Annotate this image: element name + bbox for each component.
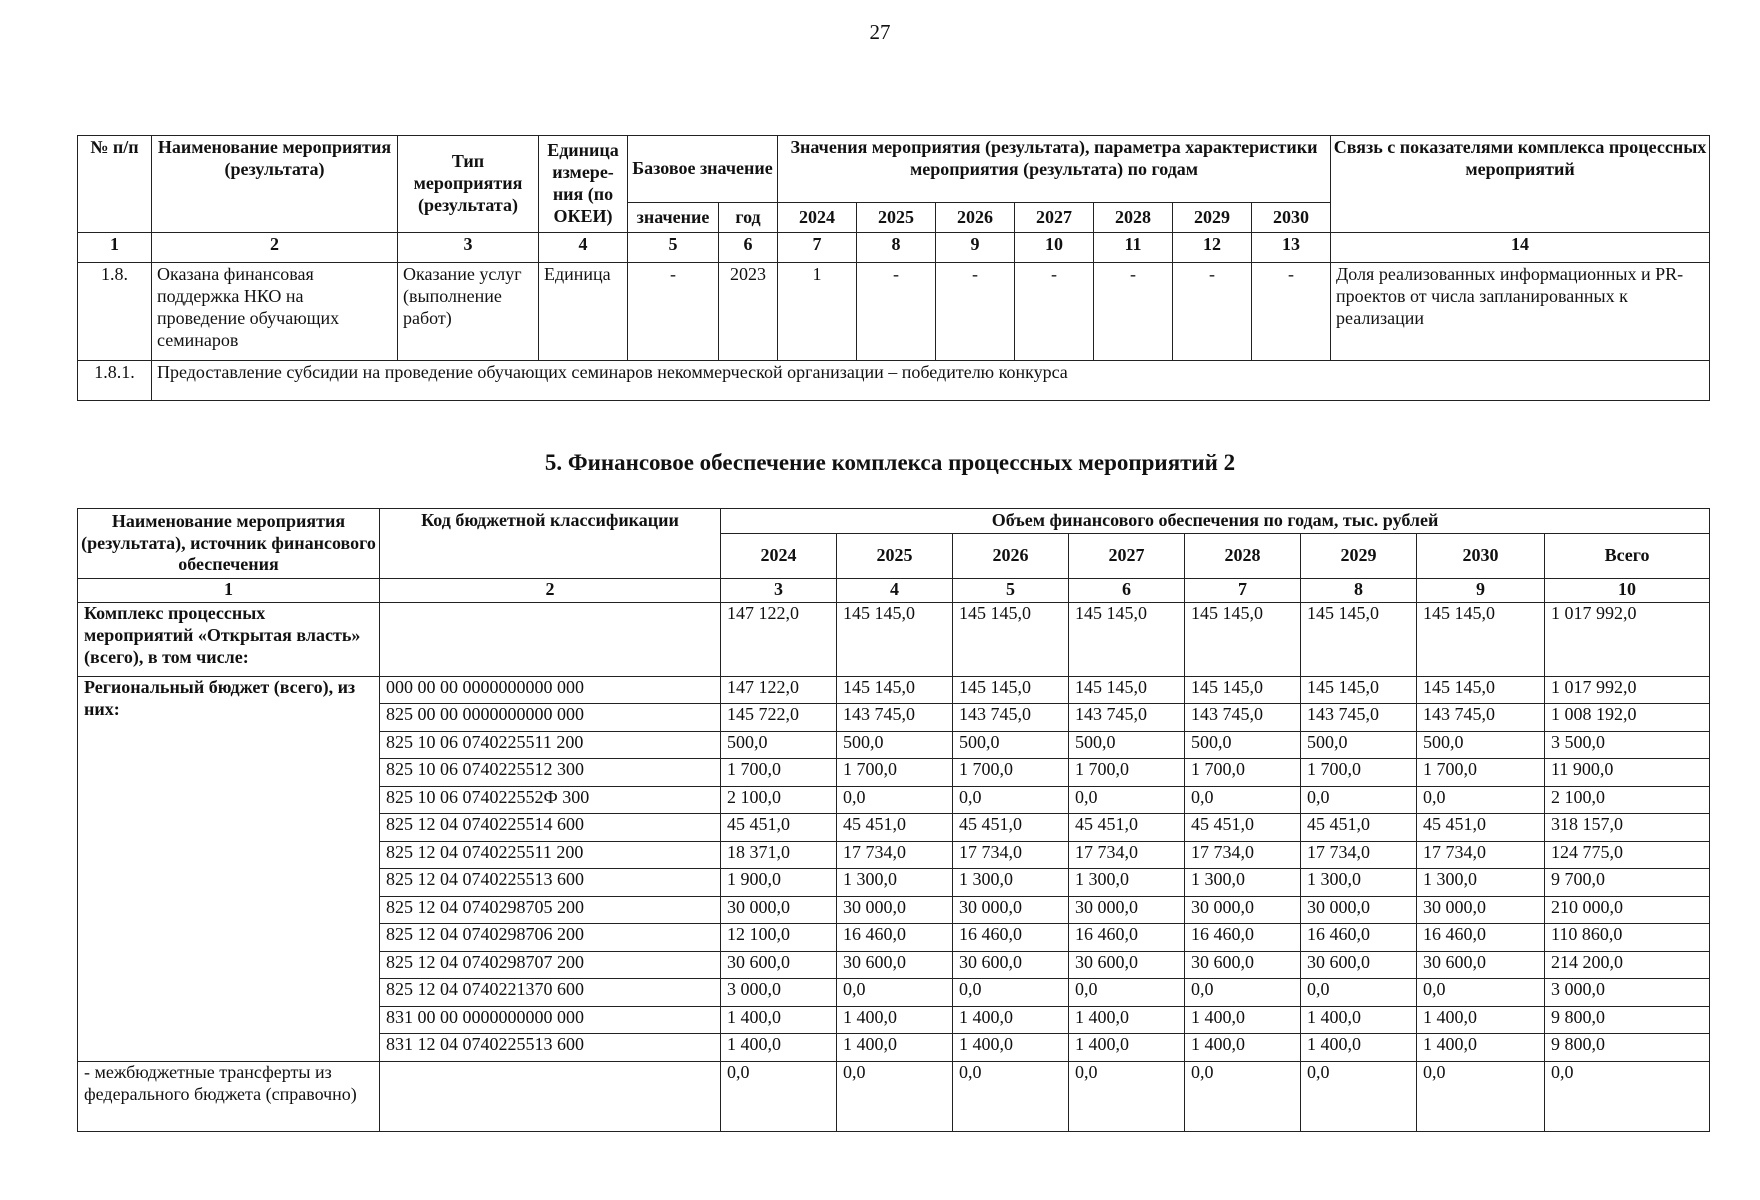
- t1-header-year-2025: 2025: [857, 203, 936, 233]
- t2-value-cell: 16 460,0: [837, 924, 953, 952]
- t2-value-cell: 1 300,0: [953, 869, 1069, 897]
- t2-code-cell: 825 00 00 0000000000 000: [380, 704, 721, 732]
- t2-col-number: 10: [1545, 578, 1710, 602]
- t1-header-name: Наименование мероприятия (результата): [152, 136, 398, 233]
- t1-header-base: Базовое значение: [628, 136, 778, 203]
- t1-row-base-year: 2023: [719, 263, 778, 361]
- t1-header-year-2030: 2030: [1252, 203, 1331, 233]
- t1-col-number: 13: [1252, 233, 1331, 263]
- t2-value-cell: 1 400,0: [1185, 1006, 1301, 1034]
- t1-col-number: 6: [719, 233, 778, 263]
- t2-value-cell: 30 600,0: [1301, 951, 1417, 979]
- t2-header-year-2030: 2030: [1417, 533, 1545, 578]
- t2-federal-value: 0,0: [721, 1061, 837, 1131]
- t2-value-cell: 45 451,0: [837, 814, 953, 842]
- t2-value-cell: 500,0: [1185, 731, 1301, 759]
- t2-header-row-1: [78, 509, 1710, 534]
- t2-value-cell: 17 734,0: [953, 841, 1069, 869]
- t2-value-cell: 1 008 192,0: [1545, 704, 1710, 732]
- t2-value-cell: 145 145,0: [1185, 676, 1301, 704]
- t1-subrow-1-8-1: [78, 361, 1710, 401]
- t2-federal-value: 0,0: [1185, 1061, 1301, 1131]
- t2-col-number: 1: [78, 578, 380, 602]
- t2-value-cell: 1 900,0: [721, 869, 837, 897]
- t2-value-cell: 9 700,0: [1545, 869, 1710, 897]
- t1-header-year-2029: 2029: [1173, 203, 1252, 233]
- t2-value-cell: 0,0: [1185, 786, 1301, 814]
- t2-federal-value: 0,0: [1545, 1061, 1710, 1131]
- t2-value-cell: 45 451,0: [953, 814, 1069, 842]
- t1-col-number: 1: [78, 233, 152, 263]
- t2-col-number: 4: [837, 578, 953, 602]
- t1-row-type: Оказание услуг (выполнение работ): [398, 263, 539, 361]
- t2-complex-value: 145 145,0: [1417, 602, 1545, 676]
- t2-complex-value: 145 145,0: [1301, 602, 1417, 676]
- t2-complex-value: 145 145,0: [953, 602, 1069, 676]
- t2-value-cell: 9 800,0: [1545, 1034, 1710, 1062]
- t2-col-number-row: [78, 578, 1710, 602]
- t1-col-number: 7: [778, 233, 857, 263]
- t2-value-cell: 0,0: [1185, 979, 1301, 1007]
- t2-value-cell: 3 500,0: [1545, 731, 1710, 759]
- t2-value-cell: 145 145,0: [837, 676, 953, 704]
- t1-col-number: 10: [1015, 233, 1094, 263]
- t2-value-cell: 145 145,0: [1417, 676, 1545, 704]
- t1-row-value: -: [936, 263, 1015, 361]
- t1-row-value: -: [1094, 263, 1173, 361]
- t2-federal-value: 0,0: [953, 1061, 1069, 1131]
- t2-value-cell: 1 700,0: [721, 759, 837, 787]
- t2-value-cell: 145 145,0: [953, 676, 1069, 704]
- t2-code-cell: 825 12 04 0740298705 200: [380, 896, 721, 924]
- t1-col-number: 9: [936, 233, 1015, 263]
- t2-complex-value: 1 017 992,0: [1545, 602, 1710, 676]
- t2-federal-value: 0,0: [1417, 1061, 1545, 1131]
- t2-complex-value: 145 145,0: [1185, 602, 1301, 676]
- t2-value-cell: 318 157,0: [1545, 814, 1710, 842]
- t2-value-cell: 147 122,0: [721, 676, 837, 704]
- t2-value-cell: 500,0: [1069, 731, 1185, 759]
- t2-col-number: 8: [1301, 578, 1417, 602]
- t2-federal-row: [78, 1061, 1710, 1131]
- t2-value-cell: 30 600,0: [1185, 951, 1301, 979]
- t1-subrow-num: 1.8.1.: [78, 361, 152, 401]
- t2-col-number: 5: [953, 578, 1069, 602]
- t2-value-cell: 30 000,0: [837, 896, 953, 924]
- t2-value-cell: 1 700,0: [1185, 759, 1301, 787]
- t1-col-number: 12: [1173, 233, 1252, 263]
- t1-col-number: 11: [1094, 233, 1173, 263]
- t1-col-number: 4: [539, 233, 628, 263]
- t2-federal-value: 0,0: [837, 1061, 953, 1131]
- t2-value-cell: 1 400,0: [721, 1034, 837, 1062]
- t2-value-cell: 30 600,0: [953, 951, 1069, 979]
- t2-code-cell: 825 10 06 0740225511 200: [380, 731, 721, 759]
- t2-header-year-2027: 2027: [1069, 533, 1185, 578]
- t2-value-cell: 145 722,0: [721, 704, 837, 732]
- t1-row-name: Оказана финансовая поддержка НКО на проведение обучающих семинаров: [152, 263, 398, 361]
- t1-header-row-1: [78, 136, 1710, 203]
- t2-value-cell: 1 700,0: [953, 759, 1069, 787]
- t2-federal-name: - межбюджетные трансферты из федерального бюджета (справочно): [78, 1061, 380, 1131]
- t2-value-cell: 1 300,0: [837, 869, 953, 897]
- t1-subrow-text: Предоставление субсидии на проведение обучающих семинаров некоммерческой организации – победителю конкурса: [152, 361, 1710, 401]
- section-title: 5. Финансовое обеспечение комплекса процессных мероприятий 2: [544, 450, 1236, 475]
- t2-value-cell: 1 400,0: [837, 1006, 953, 1034]
- t2-value-cell: 145 145,0: [1301, 676, 1417, 704]
- t2-value-cell: 0,0: [1301, 786, 1417, 814]
- t2-value-cell: 16 460,0: [953, 924, 1069, 952]
- t2-value-cell: 30 000,0: [1069, 896, 1185, 924]
- t2-value-cell: 500,0: [721, 731, 837, 759]
- t2-value-cell: 1 700,0: [1417, 759, 1545, 787]
- t2-code-cell: 825 12 04 0740221370 600: [380, 979, 721, 1007]
- t2-value-cell: 0,0: [837, 786, 953, 814]
- t2-complex-value: 145 145,0: [837, 602, 953, 676]
- t2-value-cell: 17 734,0: [1417, 841, 1545, 869]
- t2-value-cell: 214 200,0: [1545, 951, 1710, 979]
- t2-value-cell: 16 460,0: [1069, 924, 1185, 952]
- t2-value-cell: 0,0: [837, 979, 953, 1007]
- t2-value-cell: 1 300,0: [1417, 869, 1545, 897]
- t2-value-cell: 124 775,0: [1545, 841, 1710, 869]
- t2-value-cell: 1 400,0: [837, 1034, 953, 1062]
- t1-header-values: Значения мероприятия (результата), параметра характеристики мероприятия (результата) по годам: [778, 136, 1331, 203]
- t2-federal-value: 0,0: [1301, 1061, 1417, 1131]
- t2-value-cell: 143 745,0: [1185, 704, 1301, 732]
- t2-value-cell: 3 000,0: [721, 979, 837, 1007]
- activity-table: [77, 135, 1710, 401]
- t2-value-cell: 12 100,0: [721, 924, 837, 952]
- t2-header-total: Всего: [1545, 533, 1710, 578]
- t2-federal-code: [380, 1061, 721, 1131]
- t2-value-cell: 45 451,0: [1069, 814, 1185, 842]
- t2-header-year-2028: 2028: [1185, 533, 1301, 578]
- t1-row-value: -: [1252, 263, 1331, 361]
- t1-row-unit: Единица: [539, 263, 628, 361]
- t2-value-cell: 500,0: [837, 731, 953, 759]
- t2-col-number: 2: [380, 578, 721, 602]
- t2-value-cell: 1 400,0: [1069, 1034, 1185, 1062]
- t2-value-cell: 0,0: [1417, 979, 1545, 1007]
- t2-value-cell: 16 460,0: [1185, 924, 1301, 952]
- t2-value-cell: 1 700,0: [1069, 759, 1185, 787]
- t2-header-year-2026: 2026: [953, 533, 1069, 578]
- t1-col-number: 14: [1331, 233, 1710, 263]
- t2-complex-code: [380, 602, 721, 676]
- t2-value-cell: 143 745,0: [953, 704, 1069, 732]
- t2-code-cell: 831 12 04 0740225513 600: [380, 1034, 721, 1062]
- t2-col-number: 3: [721, 578, 837, 602]
- t2-value-cell: 9 800,0: [1545, 1006, 1710, 1034]
- t2-value-cell: 0,0: [1417, 786, 1545, 814]
- t2-value-cell: 1 017 992,0: [1545, 676, 1710, 704]
- t1-row-base-value: -: [628, 263, 719, 361]
- t2-header-volume: Объем финансового обеспечения по годам, тыс. рублей: [721, 509, 1710, 534]
- t2-value-cell: 1 400,0: [953, 1006, 1069, 1034]
- t2-col-number: 7: [1185, 578, 1301, 602]
- t2-code-cell: 831 00 00 0000000000 000: [380, 1006, 721, 1034]
- t2-complex-value: 147 122,0: [721, 602, 837, 676]
- t2-value-cell: 11 900,0: [1545, 759, 1710, 787]
- t2-value-cell: 1 400,0: [721, 1006, 837, 1034]
- t2-value-cell: 17 734,0: [1185, 841, 1301, 869]
- t2-code-cell: 825 12 04 0740298706 200: [380, 924, 721, 952]
- t2-value-cell: 1 400,0: [1417, 1034, 1545, 1062]
- t2-header-year-2029: 2029: [1301, 533, 1417, 578]
- t1-col-number-row: [78, 233, 1710, 263]
- t2-value-cell: 1 400,0: [1069, 1006, 1185, 1034]
- t2-value-cell: 16 460,0: [1417, 924, 1545, 952]
- t1-row-value: -: [1015, 263, 1094, 361]
- t2-value-cell: 30 000,0: [1185, 896, 1301, 924]
- t2-regional-name: Региональный бюджет (всего), из них:: [78, 676, 380, 1061]
- t2-value-cell: 1 400,0: [953, 1034, 1069, 1062]
- t1-header-base-value: значение: [628, 203, 719, 233]
- t1-header-year-2024: 2024: [778, 203, 857, 233]
- t2-value-cell: 45 451,0: [1417, 814, 1545, 842]
- t2-value-cell: 1 300,0: [1185, 869, 1301, 897]
- t2-value-cell: 0,0: [1069, 786, 1185, 814]
- t2-regional-row: [78, 676, 1710, 704]
- t1-header-type: Тип мероприятия (результата): [398, 136, 539, 233]
- t2-value-cell: 1 400,0: [1417, 1006, 1545, 1034]
- t2-value-cell: 30 600,0: [1417, 951, 1545, 979]
- t1-row-value: -: [1173, 263, 1252, 361]
- t2-value-cell: 143 745,0: [1069, 704, 1185, 732]
- t2-value-cell: 17 734,0: [1301, 841, 1417, 869]
- t2-code-cell: 825 12 04 0740225513 600: [380, 869, 721, 897]
- t2-value-cell: 30 000,0: [953, 896, 1069, 924]
- t2-value-cell: 0,0: [1301, 979, 1417, 1007]
- t1-header-year-2027: 2027: [1015, 203, 1094, 233]
- t1-row-value: 1: [778, 263, 857, 361]
- t2-value-cell: 30 000,0: [1417, 896, 1545, 924]
- t2-value-cell: 1 700,0: [837, 759, 953, 787]
- t2-value-cell: 500,0: [1301, 731, 1417, 759]
- t1-col-number: 2: [152, 233, 398, 263]
- t1-header-base-year: год: [719, 203, 778, 233]
- t2-federal-value: 0,0: [1069, 1061, 1185, 1131]
- t1-row-link: Доля реализованных информационных и PR-проектов от числа запланированных к реализации: [1331, 263, 1710, 361]
- t2-value-cell: 143 745,0: [1301, 704, 1417, 732]
- t2-code-cell: 825 10 06 0740225512 300: [380, 759, 721, 787]
- t2-value-cell: 45 451,0: [1301, 814, 1417, 842]
- t2-value-cell: 210 000,0: [1545, 896, 1710, 924]
- t1-col-number: 8: [857, 233, 936, 263]
- t2-value-cell: 17 734,0: [837, 841, 953, 869]
- t2-value-cell: 30 600,0: [1069, 951, 1185, 979]
- t2-col-number: 6: [1069, 578, 1185, 602]
- t1-row-num: 1.8.: [78, 263, 152, 361]
- t2-value-cell: 16 460,0: [1301, 924, 1417, 952]
- t1-row-value: -: [857, 263, 936, 361]
- t2-value-cell: 500,0: [953, 731, 1069, 759]
- t2-value-cell: 1 300,0: [1069, 869, 1185, 897]
- t2-code-cell: 825 12 04 0740225511 200: [380, 841, 721, 869]
- t2-complex-value: 145 145,0: [1069, 602, 1185, 676]
- t2-value-cell: 0,0: [953, 786, 1069, 814]
- t2-value-cell: 17 734,0: [1069, 841, 1185, 869]
- t2-code-cell: 000 00 00 0000000000 000: [380, 676, 721, 704]
- t2-value-cell: 0,0: [953, 979, 1069, 1007]
- t2-value-cell: 45 451,0: [721, 814, 837, 842]
- t2-value-cell: 1 700,0: [1301, 759, 1417, 787]
- t2-complex-row: [78, 602, 1710, 676]
- t2-value-cell: 1 400,0: [1185, 1034, 1301, 1062]
- t2-value-cell: 2 100,0: [1545, 786, 1710, 814]
- t2-value-cell: 110 860,0: [1545, 924, 1710, 952]
- t1-header-year-2026: 2026: [936, 203, 1015, 233]
- financing-table: [77, 508, 1710, 1132]
- t1-row-1-8: [78, 263, 1710, 361]
- t2-value-cell: 1 400,0: [1301, 1006, 1417, 1034]
- t2-value-cell: 2 100,0: [721, 786, 837, 814]
- t2-header-year-2025: 2025: [837, 533, 953, 578]
- t1-header-link: Связь с показателями комплекса процессных мероприятий: [1331, 136, 1710, 233]
- t2-header-year-2024: 2024: [721, 533, 837, 578]
- t2-value-cell: 30 000,0: [721, 896, 837, 924]
- t2-value-cell: 500,0: [1417, 731, 1545, 759]
- t1-col-number: 3: [398, 233, 539, 263]
- page-number: 27: [869, 20, 891, 44]
- t2-header-name: Наименование мероприятия (результата), источник финансового обеспечения: [78, 509, 380, 579]
- t2-code-cell: 825 10 06 074022552Ф 300: [380, 786, 721, 814]
- t2-value-cell: 45 451,0: [1185, 814, 1301, 842]
- t2-col-number: 9: [1417, 578, 1545, 602]
- t1-header-num: № п/п: [78, 136, 152, 233]
- t1-header-unit: Единица измере-ния (по ОКЕИ): [539, 136, 628, 233]
- t2-code-cell: 825 12 04 0740298707 200: [380, 951, 721, 979]
- t2-code-cell: 825 12 04 0740225514 600: [380, 814, 721, 842]
- t2-value-cell: 30 600,0: [837, 951, 953, 979]
- t2-value-cell: 1 300,0: [1301, 869, 1417, 897]
- t2-value-cell: 143 745,0: [1417, 704, 1545, 732]
- t2-value-cell: 30 600,0: [721, 951, 837, 979]
- t1-col-number: 5: [628, 233, 719, 263]
- t2-header-code: Код бюджетной классификации: [380, 509, 721, 579]
- t2-value-cell: 18 371,0: [721, 841, 837, 869]
- t2-value-cell: 0,0: [1069, 979, 1185, 1007]
- t2-value-cell: 30 000,0: [1301, 896, 1417, 924]
- t2-value-cell: 145 145,0: [1069, 676, 1185, 704]
- t2-value-cell: 1 400,0: [1301, 1034, 1417, 1062]
- t1-header-year-2028: 2028: [1094, 203, 1173, 233]
- t2-value-cell: 143 745,0: [837, 704, 953, 732]
- t2-value-cell: 3 000,0: [1545, 979, 1710, 1007]
- t2-complex-name: Комплекс процессных мероприятий «Открытая власть» (всего), в том числе:: [78, 602, 380, 676]
